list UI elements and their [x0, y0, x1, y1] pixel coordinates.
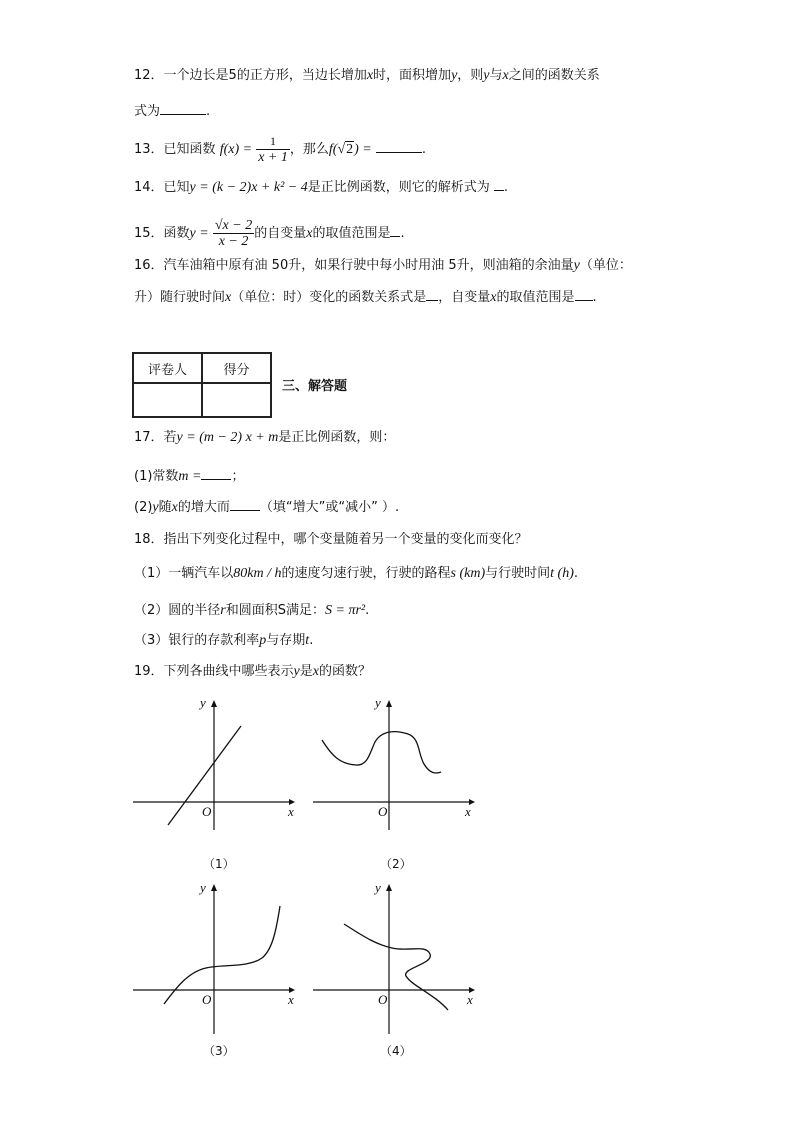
sqrt-symbol: √ [337, 142, 346, 157]
question-17-part2: (2)y随x的增大而 （填“增大”或“减小” ）. [134, 496, 399, 518]
origin-label: O [378, 992, 388, 1007]
score-table [132, 352, 272, 418]
question-18-item2: （2）圆的半径r和圆面积S满足：S = πr². [134, 603, 370, 618]
question-17: 17．若y = (m − 2) x + m是正比例函数，则： [134, 430, 396, 445]
graph-2 [310, 692, 480, 832]
curve-4 [344, 924, 448, 1010]
answer-blank[interactable] [426, 286, 438, 301]
origin-label: O [202, 804, 212, 819]
question-14: 14．已知y = (k − 2)x + k² − 4是正比例函数，则它的解析式为 . [134, 176, 508, 198]
question-13: 13．已知函数 f(x) = $\frac{1}{x + 1}$ ，那么f(√2) = . [134, 134, 427, 165]
answer-blank[interactable] [230, 496, 260, 511]
y-axis-arrow [211, 884, 217, 891]
graph-2-caption: （2） [380, 857, 412, 871]
answer-blank[interactable] [376, 138, 422, 153]
y-axis-arrow [386, 884, 392, 891]
graph-4-caption: （4） [380, 1044, 412, 1058]
grader-header: 评卷人 [133, 353, 202, 383]
y-axis-label: y [375, 880, 381, 895]
graph-4 [310, 876, 480, 1036]
answer-blank[interactable] [390, 222, 400, 237]
graph-3 [130, 876, 300, 1036]
origin-label: O [378, 804, 388, 819]
y-axis-arrow [211, 700, 217, 707]
graph-3-caption: （3） [203, 1044, 235, 1058]
curve-2 [322, 732, 441, 773]
question-15: 15．函数y = $\frac{√x - 2}{x - 2}$ 的自变量x的取值范围是 . [134, 218, 405, 249]
graph-1-caption: （1） [203, 857, 235, 871]
question-18-item3: （3）银行的存款利率p与存期t. [134, 633, 314, 648]
question-18-item1: （1）一辆汽车以80km / h的速度匀速行驶，行驶的路程s (km)与行驶时间t (h). [134, 566, 578, 581]
answer-blank[interactable] [494, 176, 504, 191]
question-18: 18．指出下列变化过程中，哪个变量随着另一个变量的变化而变化？ [134, 532, 528, 547]
x-axis-label: x [467, 992, 473, 1007]
curve-3 [164, 906, 280, 1004]
y-axis-label: y [375, 695, 381, 710]
answer-blank[interactable] [575, 286, 593, 301]
question-12-line1: 12．一个边长是5的正方形，当边长增加x时，面积增加y，则y与x之间的函数关系 [134, 68, 600, 83]
question-16-line2: 升）随行驶时间x（单位：时）变化的函数关系式是 ，自变量x的取值范围是 . [134, 286, 597, 308]
y-axis-label: y [200, 880, 206, 895]
answer-blank[interactable] [201, 465, 231, 480]
fraction: $\frac{√x - 2}{x - 2}$ [214, 218, 253, 249]
question-19: 19．下列各曲线中哪些表示y是x的函数？ [134, 664, 372, 679]
origin-label: O [202, 992, 212, 1007]
x-axis-label: x [465, 804, 471, 819]
fraction: $\frac{1}{x + 1}$ [258, 134, 288, 165]
grader-cell[interactable] [133, 383, 202, 417]
score-header: 得分 [202, 353, 271, 383]
graph-1 [130, 692, 300, 832]
y-axis-label: y [200, 695, 206, 710]
y-axis-arrow [386, 700, 392, 707]
section-title: 三、解答题 [282, 379, 348, 394]
answer-blank[interactable] [160, 100, 206, 115]
question-17-part1: (1)常数m = ； [134, 465, 245, 487]
x-axis-label: x [288, 992, 294, 1007]
score-cell[interactable] [202, 383, 271, 417]
x-axis-label: x [288, 804, 294, 819]
question-16-line1: 16．汽车油箱中原有油 50升，如果行驶中每小时用油 5升，则油箱的余油量y（单位： [134, 258, 632, 273]
question-12-line2: 式为 . [134, 100, 210, 122]
